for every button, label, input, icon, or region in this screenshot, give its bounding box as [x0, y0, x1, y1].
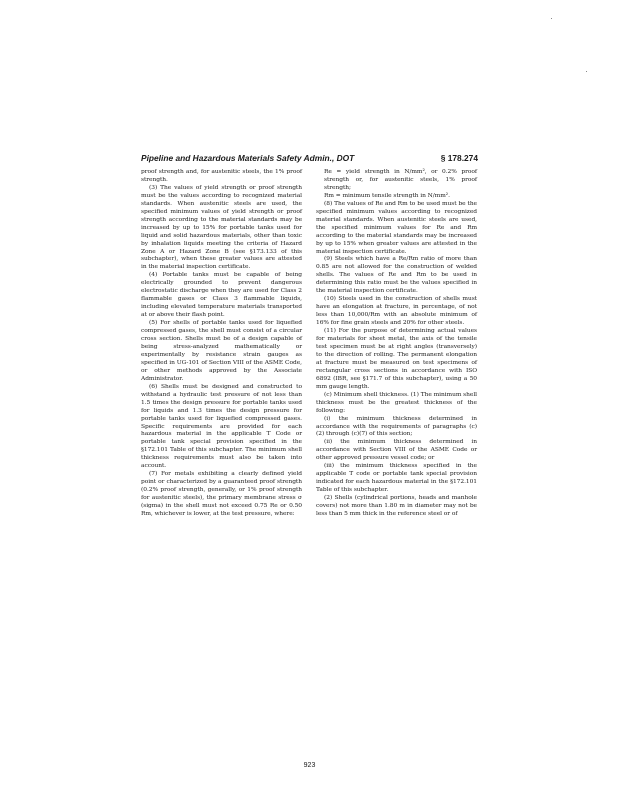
paragraph: proof strength and, for austenitic steels, the 1% proof strength. [141, 169, 302, 183]
paragraph: (5) For shells of portable tanks used for liquefied compressed gases, the shell must consist of a circular cross section. Shells must be of a design capable of being stress-analyzed mathematically or experimentally by resistance strain gauges as specified in UG-101 of Section VIII of the ASME Code, or other methods approved by the Associate Administrator. [141, 320, 302, 382]
paragraph: (7) For metals exhibiting a clearly defined yield point or characterized by a guaranteed proof strength (0.2% proof strength, generally, or 1% proof strength for austenitic steels), the primary membrane stress σ (sigma) in the shell must not exceed 0.75 Re or 0.50 Rm, whichever is lower, at the test pressure, where: [141, 471, 302, 517]
header-section: § 178.274 [440, 153, 478, 163]
paragraph: (ii) the minimum thickness determined in accordance with Section VIII of the ASME Code or other approved pressure vessel code; or [316, 439, 477, 462]
paragraph: (11) For the purpose of determining actual values for materials for sheet metal, the axis of the tensile test specimen must be at right angles (transversely) to the direction of rolling. The permanent elongation at fracture must be measured on test specimens of rectangular cross sections in accordance with ISO 6892 (IBR, see §171.7 of this subchapter), using a 50 mm gauge length. [316, 328, 477, 390]
paragraph: (4) Portable tanks must be capable of being electrically grounded to prevent dangerous electrostatic discharge when they are used for Class 2 flammable gases or Class 3 flammable liquids, including elevated temperature materials transported at or above their flash point. [141, 272, 302, 319]
paragraph: (9) Steels which have a Re/Rm ratio of more than 0.85 are not allowed for the construction of welded shells. The values of Re and Rm to be used in determining this ratio must be the values specified in the material inspection certificate. [316, 256, 477, 295]
scan-speck [551, 18, 552, 19]
paragraph: (10) Steels used in the construction of shells must have an elongation at fracture, in percentage, of not less than 10,000/Rm with an absolute minimum of 16% for fine grain steels and 20% for other steels. [316, 296, 477, 327]
paragraph: (8) The values of Re and Rm to be used must be the specified minimum values according to recognized material standards. When austenitic steels are used, the specified minimum values for Re and Rm according to the material standards may be increased by up to 15% when greater values are attested in the material inspection certificate. [316, 200, 477, 255]
paragraph: (i) the minimum thickness determined in accordance with the requirements of paragraphs (c)(2) through (c)(7) of this section; [316, 415, 477, 438]
paragraph: Rm = minimum tensile strength in N/mm². [324, 192, 450, 199]
paragraph: (c) Minimum shell thickness. (1) The minimum shell thickness must be the greatest thickness of the following: [316, 391, 477, 414]
paragraph: (2) Shells (cylindrical portions, heads and manhole covers) not more than 1.80 m in diameter may not be less than 5 mm thick in the reference steel or of [316, 495, 477, 517]
left-column [141, 169, 302, 519]
paragraph: (6) Shells must be designed and constructed to withstand a hydraulic test pressure of not less than 1.5 times the design pressure for portable tanks used for liquids and 1.3 times the design pressure for portable tanks used for liquefied compressed gases. Specific requirements are provided for each hazardous material in the applicable T Code or portable tank special provision specified in the §172.101 Table of this subchapter. The minimum shell thickness requirements must also be taken into account. [141, 383, 302, 470]
page-number: 923 [303, 762, 316, 769]
paragraph: (iii) the minimum thickness specified in the applicable T code or portable tank special provision indicated for each hazardous material in the §172.101 Table of this subchapter. [316, 463, 477, 494]
paragraph: (3) The values of yield strength or proof strength must be the values according to recognized material standards. When austenitic steels are used, the specified minimum values of yield strength or proof strength according to the material standards may be increased by up to 15% for portable tanks used for liquid and solid hazardous materials, other than toxic by inhalation liquids meeting the criteria of Hazard Zone A or Hazard Zone B (see §173.133 of this subchapter), when these greater values are attested in the material inspection certificate. [141, 184, 302, 271]
header-title: Pipeline and Hazardous Materials Safety Admin., DOT [141, 153, 355, 163]
right-column [316, 169, 477, 519]
running-header [141, 153, 478, 167]
scan-speck [586, 71, 587, 72]
paragraph: Re = yield strength in N/mm², or 0.2% proof strength or, for austenitic steels, 1% proof strength; [324, 169, 477, 191]
